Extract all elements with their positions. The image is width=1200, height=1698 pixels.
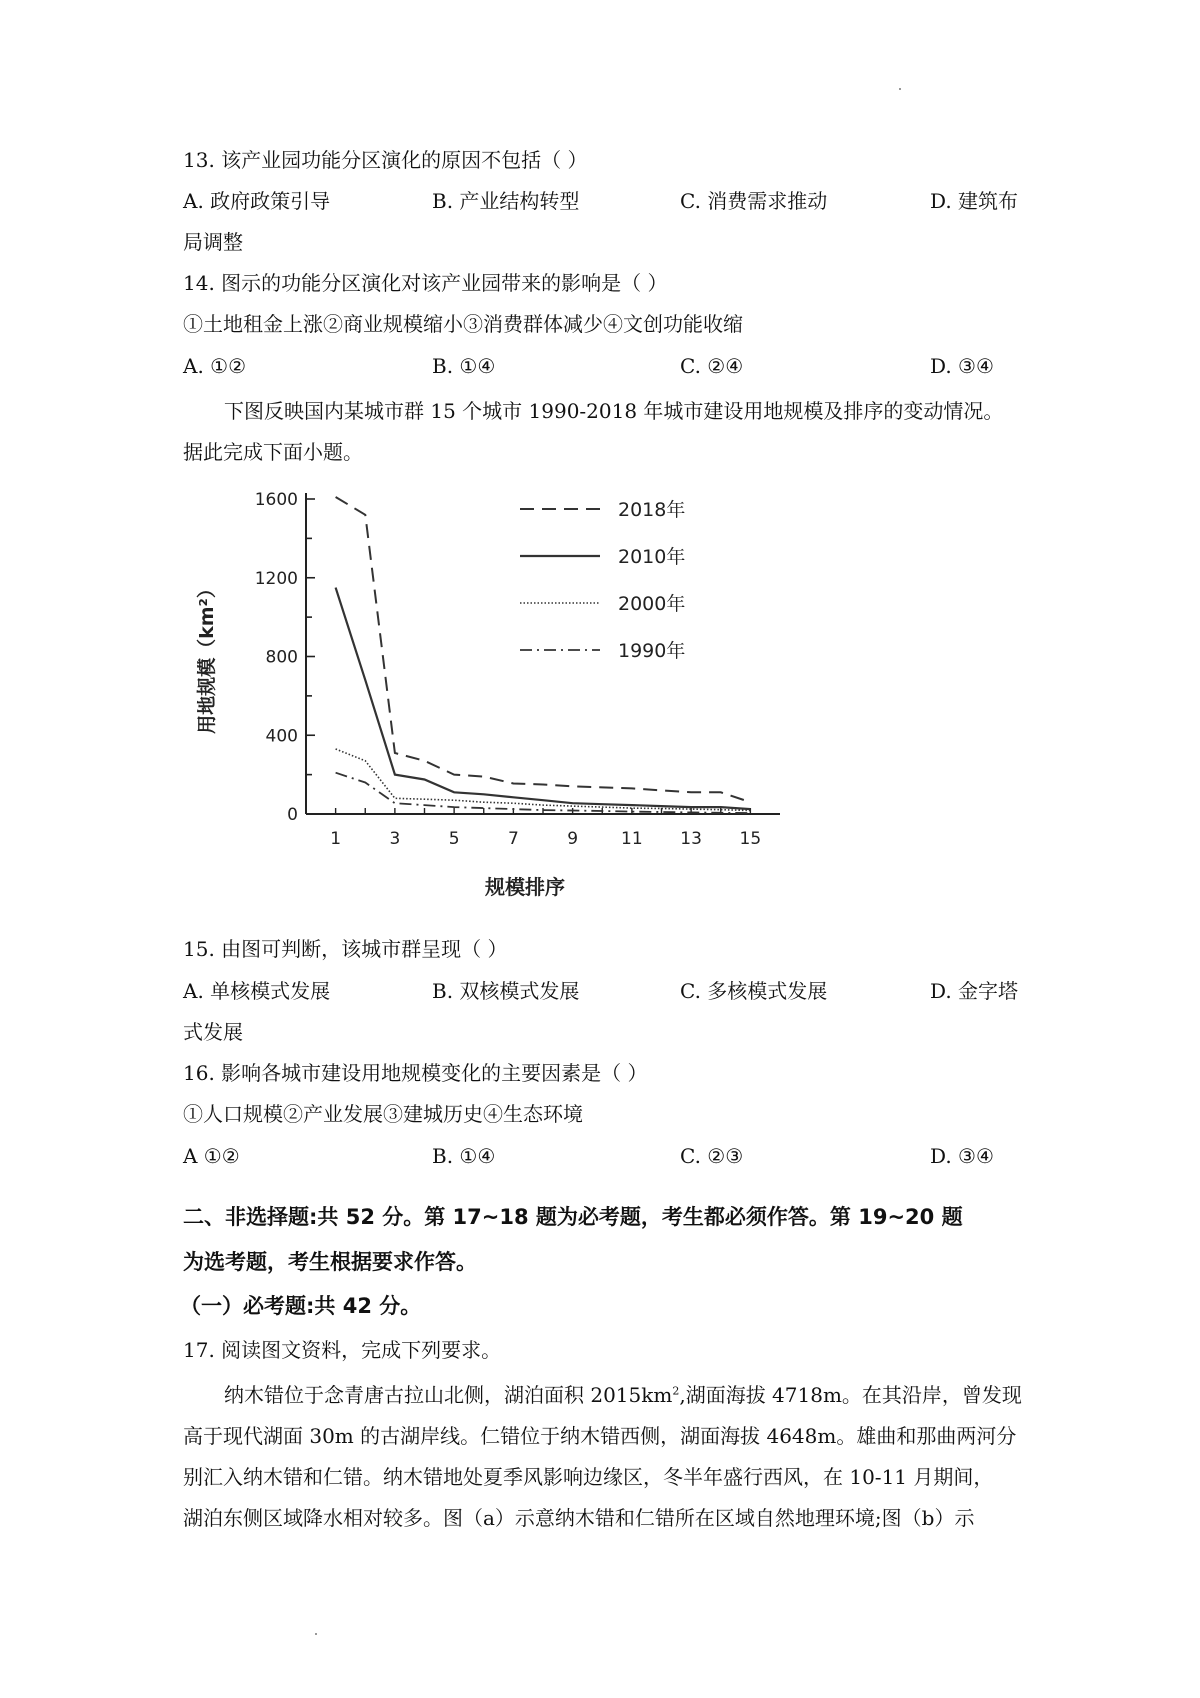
q16-option-a: A ①② bbox=[183, 1144, 240, 1168]
q16-option-c: C. ②③ bbox=[680, 1144, 744, 1168]
q17-stem: 17. 阅读图文资料，完成下列要求。 bbox=[183, 1338, 502, 1362]
required-questions-heading: （一）必考题:共 42 分。 bbox=[180, 1294, 422, 1318]
q15-option-d-continued: 式发展 bbox=[183, 1020, 243, 1044]
legend-label: 2010年 bbox=[618, 546, 686, 568]
q17-p1-text-b: ,湖面海拔 4718m。在其沿岸，曾发现 bbox=[679, 1383, 1022, 1407]
q14-stem: 14. 图示的功能分区演化对该产业园带来的影响是（ ） bbox=[183, 271, 668, 295]
q13-option-b: B. 产业结构转型 bbox=[432, 189, 580, 213]
x-tick-label: 11 bbox=[621, 829, 643, 849]
q13-option-d-continued: 局调整 bbox=[183, 230, 243, 254]
q14-option-a: A. ①② bbox=[183, 354, 247, 378]
q16-items: ①人口规模②产业发展③建城历史④生态环境 bbox=[183, 1102, 583, 1126]
q14-option-c: C. ②④ bbox=[680, 354, 744, 378]
q17-p1-text-a: 纳木错位于念青唐古拉山北侧，湖泊面积 2015km bbox=[224, 1383, 673, 1407]
x-axis-title: 规模排序 bbox=[485, 875, 565, 899]
x-tick-label: 3 bbox=[389, 829, 401, 849]
series-line-2010 bbox=[336, 588, 751, 810]
q14-items: ①土地租金上涨②商业规模缩小③消费群体减少④文创功能收缩 bbox=[183, 312, 743, 336]
y-tick-label: 800 bbox=[265, 647, 298, 668]
q13-option-a: A. 政府政策引导 bbox=[183, 189, 331, 213]
y-tick-label: 400 bbox=[265, 726, 298, 747]
q15-option-b: B. 双核模式发展 bbox=[432, 979, 580, 1003]
q17-p1-superscript: 2 bbox=[672, 1384, 680, 1398]
y-tick-label: 0 bbox=[287, 805, 298, 825]
intro-line-2: 据此完成下面小题。 bbox=[183, 440, 363, 464]
q15-option-c: C. 多核模式发展 bbox=[680, 979, 828, 1003]
q17-paragraph-line-1 bbox=[224, 1381, 1022, 1409]
x-tick-label: 15 bbox=[739, 829, 762, 849]
q17-paragraph-line-3: 别汇入纳木错和仁错。纳木错地处夏季风影响边缘区，冬半年盛行西风，在 10-11 月期间， bbox=[183, 1465, 994, 1489]
q15-option-d: D. 金字塔 bbox=[930, 979, 1019, 1003]
q13-option-c: C. 消费需求推动 bbox=[680, 189, 828, 213]
x-tick-label: 5 bbox=[448, 829, 460, 849]
q13-option-d: D. 建筑布 bbox=[930, 189, 1019, 213]
x-tick-label: 7 bbox=[507, 829, 519, 849]
legend-label: 1990年 bbox=[618, 640, 686, 662]
q17-paragraph-line-2: 高于现代湖面 30m 的古湖岸线。仁错位于纳木错西侧，湖面海拔 4648m。雄曲和那曲两河分 bbox=[183, 1424, 1017, 1448]
land-scale-chart bbox=[180, 478, 820, 918]
q17-paragraph-line-4: 湖泊东侧区域降水相对较多。图（a）示意纳木错和仁错所在区域自然地理环境;图（b）示 bbox=[183, 1506, 975, 1530]
x-tick-label: 9 bbox=[567, 829, 579, 849]
y-axis-title: 用地规模（km²） bbox=[196, 579, 218, 734]
x-tick-label: 13 bbox=[680, 829, 702, 849]
q16-option-b: B. ①④ bbox=[432, 1144, 496, 1168]
y-tick-label: 1600 bbox=[254, 490, 298, 510]
scan-speck bbox=[899, 88, 901, 90]
x-tick-label: 1 bbox=[330, 829, 342, 849]
y-tick-label: 1200 bbox=[254, 568, 298, 589]
q13-stem: 13. 该产业园功能分区演化的原因不包括（ ） bbox=[183, 148, 588, 172]
legend-label: 2018年 bbox=[618, 499, 686, 521]
q15-option-a: A. 单核模式发展 bbox=[183, 979, 331, 1003]
q14-option-b: B. ①④ bbox=[432, 354, 496, 378]
q15-stem: 15. 由图可判断，该城市群呈现（ ） bbox=[183, 937, 508, 961]
series-line-2018 bbox=[336, 497, 751, 802]
scan-speck bbox=[315, 1633, 317, 1635]
intro-line-1: 下图反映国内某城市群 15 个城市 1990-2018 年城市建设用地规模及排序的变动情况。 bbox=[224, 399, 1004, 423]
legend-label: 2000年 bbox=[618, 593, 686, 615]
section-2-heading-line-1: 二、非选择题:共 52 分。第 17~18 题为必考题，考生都必须作答。第 19~20 题 bbox=[183, 1205, 963, 1229]
section-2-heading-line-2: 为选考题，考生根据要求作答。 bbox=[183, 1250, 477, 1274]
q16-stem: 16. 影响各城市建设用地规模变化的主要因素是（ ） bbox=[183, 1061, 648, 1085]
q16-option-d: D. ③④ bbox=[930, 1144, 994, 1168]
q14-option-d: D. ③④ bbox=[930, 354, 994, 378]
